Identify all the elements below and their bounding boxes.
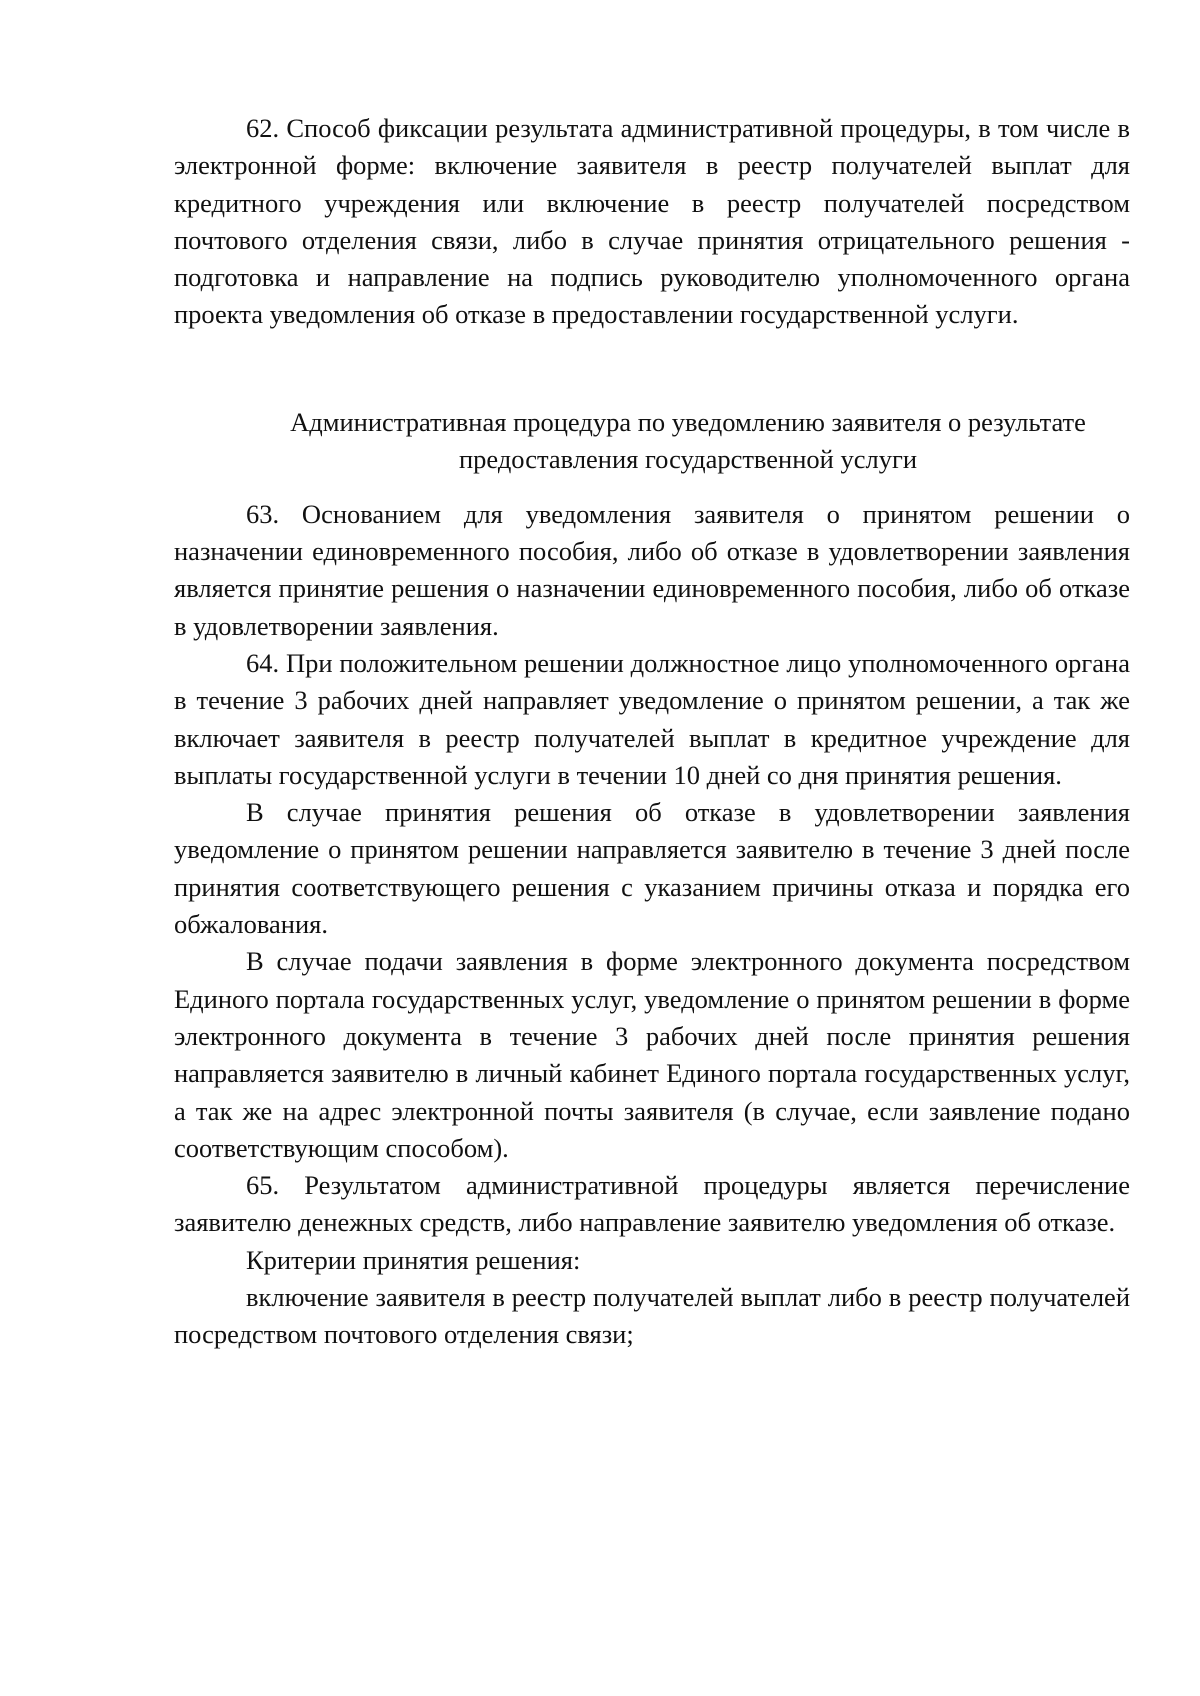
paragraph-65: 65. Результатом административной процедуры является перечисление заявителю денежных средств, либо направление заявителю уведомления об отказе. bbox=[174, 1170, 1130, 1238]
section-heading bbox=[174, 404, 1130, 478]
paragraph-64: 64. При положительном решении должностное лицо уполномоченного органа в течение 3 рабочих дней направляет уведомление о принятом решении, а так же включает заявителя в реестр получателей выплат в кредитное учреждение для выплаты государственной услуги в течении 10 дней со дня принятия решения. bbox=[174, 647, 1130, 790]
criteria-label: Критерии принятия решения: bbox=[246, 1244, 581, 1275]
section-heading-line-1: Административная процедура по уведомлению заявителя о результате bbox=[290, 406, 1086, 437]
paragraph-63: 63. Основанием для уведомления заявителя о принятом решении о назначении единовременного пособия, либо об отказе в удовлетворении заявления является принятие решения о назначении единовременного пособия, либо об отказе в удовлетворении заявления. bbox=[174, 498, 1130, 641]
paragraph-64-electronic: В случае подачи заявления в форме электронного документа посредством Единого портала государственных услуг, уведомление о принятом решении в форме электронного документа в течение 3 рабочих дней после принятия решения направляется заявителю в личный кабинет Единого портала государственных услуг, а так же на адрес электронной почты заявителя (в случае, если заявление подано соответствующим способом). bbox=[174, 946, 1130, 1163]
document-page bbox=[174, 110, 1130, 1354]
paragraph-64-refusal: В случае принятия решения об отказе в удовлетворении заявления уведомление о принятом решении направляется заявителю в течение 3 дней после принятия соответствующего решения с указанием причины отказа и порядка его обжалования. bbox=[174, 797, 1130, 940]
section-heading-line-2: предоставления государственной услуги bbox=[458, 443, 918, 474]
criteria-item-1: включение заявителя в реестр получателей выплат либо в реестр получателей посредством почтового отделения связи; bbox=[174, 1282, 1130, 1350]
paragraph-62: 62. Способ фиксации результата административной процедуры, в том числе в электронной форме: включение заявителя в реестр получателей выплат для кредитного учреждения или включение в реестр получателей посредством почтового отделения связи, либо в случае принятия отрицательного решения - подготовка и направление на подпись руководителю уполномоченного органа проекта уведомления об отказе в предоставлении государственной услуги. bbox=[174, 113, 1130, 330]
